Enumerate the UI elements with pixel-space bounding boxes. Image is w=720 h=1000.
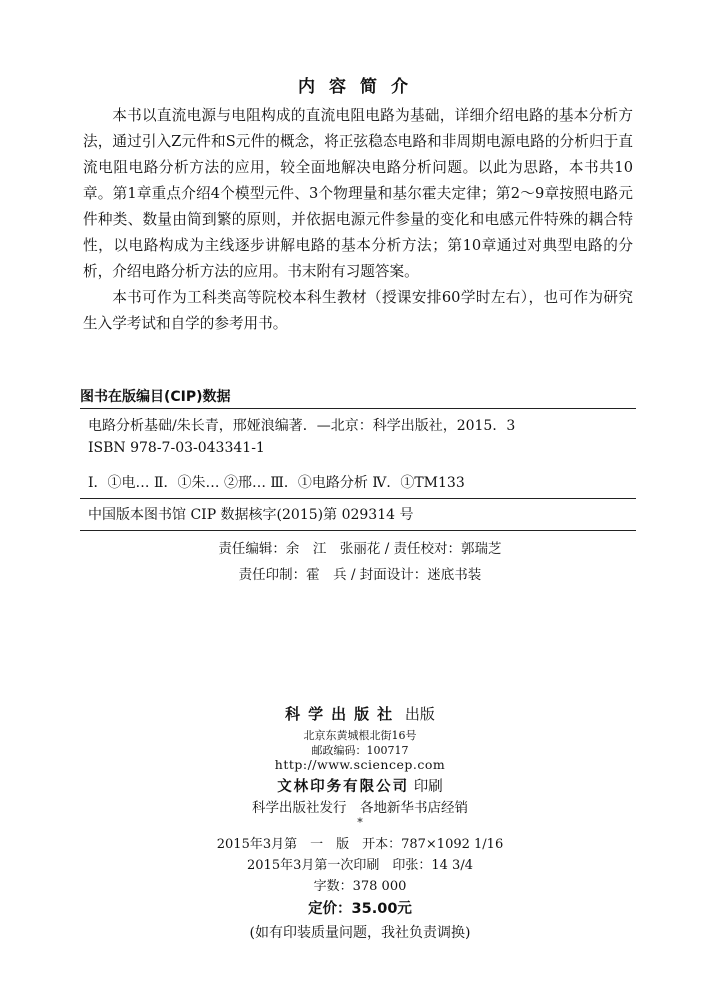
- editors-line-1: 责任编辑：余 江 张丽花 / 责任校对：郭瑞芝: [218, 541, 502, 557]
- separator-star: *: [357, 816, 363, 829]
- cip-divider-top: [80, 408, 636, 409]
- intro-body: [83, 103, 633, 337]
- intro-paragraph-2: 本书可作为工科类高等院校本科生教材（授课安排60学时左右），也可作为研究生入学考试和自学的参考用书。: [83, 289, 633, 332]
- editors-line-2: 责任印制：霍 兵 / 封面设计：迷底书装: [238, 567, 482, 583]
- publisher-suffix: 出版: [404, 705, 435, 723]
- price: 定价：35.00元: [308, 901, 412, 917]
- cip-title-line: 电路分析基础/朱长青，邢娅浪编著．—北京：科学出版社，2015．3: [88, 418, 516, 434]
- printer-name: 文林印务有限公司: [277, 778, 410, 795]
- cip-header: 图书在版编目(CIP)数据: [80, 389, 231, 405]
- printing-line: 2015年3月第一次印刷 印张：14 3/4: [247, 858, 473, 873]
- publisher-name: 科学出版社: [285, 705, 401, 723]
- cip-divider-bottom: [80, 530, 636, 531]
- publisher-postcode: 邮政编码：100717: [311, 744, 409, 757]
- intro-title: 内容简介: [298, 77, 422, 97]
- cip-isbn: ISBN 978-7-03-043341-1: [88, 440, 265, 456]
- printer-line: [0, 775, 720, 796]
- publisher-line: [0, 703, 720, 724]
- word-count: 字数：378 000: [313, 879, 407, 894]
- quality-notice: (如有印装质量问题，我社负责调换): [249, 925, 471, 941]
- distribution-line: 科学出版社发行 各地新华书店经销: [252, 800, 468, 816]
- printer-suffix: 印刷: [413, 779, 443, 795]
- intro-paragraph-1: 本书以直流电源与电阻构成的直流电阻电路为基础，详细介绍电路的基本分析方法，通过引入Z元件和S元件的概念，将正弦稳态电路和非周期电源电路的分析归于直流电阻电路分析方法的应用，较全面地解决电路分析问题。以此为思路，本书共10章。第1章重点介绍4个模型元件、3个物理量和基尔霍夫定律；第2～9章按照电路元件种类、数量由简到繁的原则，并依据电源元件参量的变化和电感元件特殊的耦合特性，以电路构成为主线逐步讲解电路的基本分析方法；第10章通过对典型电路的分析，介绍电路分析方法的应用。书末附有习题答案。: [83, 107, 633, 280]
- publisher-website: http://www.sciencep.com: [274, 757, 446, 772]
- edition-line: 2015年3月第 一 版 开本：787×1092 1/16: [216, 837, 504, 852]
- cip-record-number: 中国版本图书馆 CIP 数据核字(2015)第 029314 号: [88, 507, 414, 523]
- publisher-address: 北京东黄城根北街16号: [303, 729, 417, 742]
- cip-classification: Ⅰ．①电… Ⅱ．①朱… ②邢… Ⅲ．①电路分析 Ⅳ．①TM133: [88, 475, 465, 491]
- cip-divider-middle: [80, 498, 636, 499]
